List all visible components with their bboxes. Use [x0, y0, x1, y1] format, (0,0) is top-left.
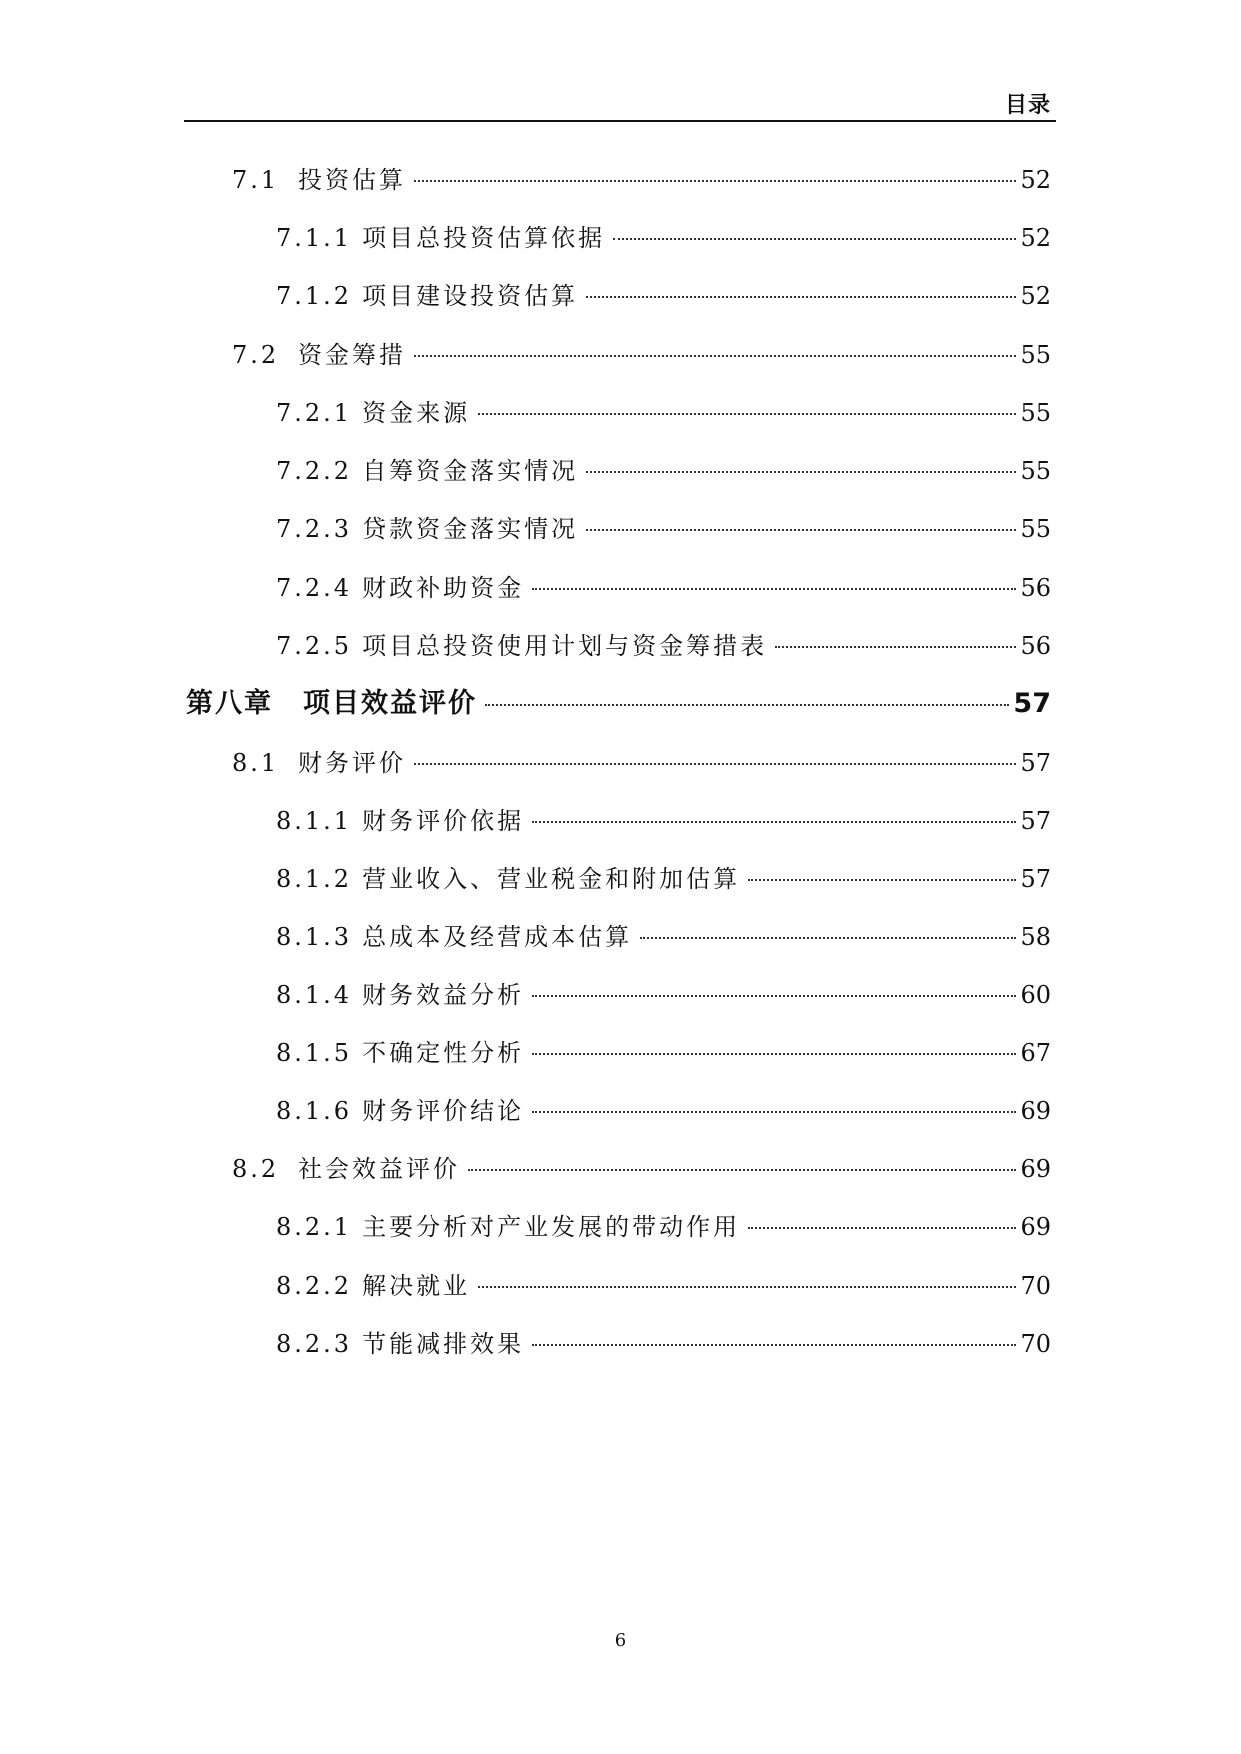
toc-dot-leader [748, 1227, 1016, 1229]
toc-entry-page: 60 [1020, 981, 1051, 1009]
toc-entry[interactable] [276, 568, 1051, 608]
toc-dot-leader [532, 588, 1016, 590]
toc-entry-page: 56 [1020, 574, 1051, 602]
toc-entry-number: 7.2.3 [276, 515, 353, 543]
toc-dot-leader [775, 646, 1016, 648]
toc-dot-leader [478, 413, 1016, 415]
toc-dot-leader [414, 355, 1016, 357]
toc-dot-leader [532, 995, 1016, 997]
toc-entry-number: 8.1.1 [276, 807, 353, 835]
toc-entry-number: 第八章 [186, 688, 273, 719]
toc-entry-title: 主要分析对产业发展的带动作用 [362, 1213, 741, 1241]
toc-dot-leader [586, 296, 1016, 298]
toc-entry-page: 56 [1020, 632, 1051, 660]
toc-entry-number: 8.1.3 [276, 923, 353, 951]
toc-entry[interactable] [232, 160, 1051, 200]
toc-dot-leader [640, 937, 1016, 939]
toc-entry-number: 7.2.4 [276, 574, 353, 602]
toc-entry-page: 57 [1020, 865, 1051, 893]
toc-entry-number: 8.2.1 [276, 1213, 353, 1241]
toc-dot-leader [468, 1169, 1016, 1171]
toc-entry-title: 财务评价依据 [362, 807, 525, 835]
header-rule [184, 120, 1056, 122]
toc-entry-page: 69 [1020, 1155, 1051, 1183]
toc-entry[interactable] [276, 1091, 1051, 1131]
toc-entry-title: 资金筹措 [298, 341, 406, 369]
toc-entry-title: 贷款资金落实情况 [362, 515, 579, 543]
toc-entry-number: 7.1.1 [276, 224, 353, 252]
toc-entry-title: 总成本及经营成本估算 [362, 923, 633, 951]
toc-entry-title: 项目总投资估算依据 [362, 224, 606, 252]
toc-entry-page: 55 [1020, 457, 1051, 485]
toc-entry[interactable] [232, 335, 1051, 375]
toc-entry-page: 58 [1020, 923, 1051, 951]
toc-entry[interactable] [276, 276, 1051, 316]
toc-entry[interactable] [232, 1149, 1051, 1189]
toc-entry-title: 节能减排效果 [362, 1330, 525, 1358]
toc-entry-page: 55 [1020, 515, 1051, 543]
toc-dot-leader [586, 471, 1016, 473]
toc-entry[interactable] [276, 859, 1051, 899]
toc-entry-title: 财务评价 [298, 749, 406, 777]
header-label: 目录 [1004, 93, 1051, 118]
toc-dot-leader [613, 238, 1016, 240]
toc-dot-leader [414, 763, 1016, 765]
toc-entry-page: 57 [1020, 749, 1051, 777]
toc-entry-number: 7.2 [232, 341, 280, 369]
toc-entry[interactable] [276, 451, 1051, 491]
toc-entry-title: 财政补助资金 [362, 574, 525, 602]
toc-dot-leader [586, 529, 1016, 531]
toc-entry[interactable] [276, 509, 1051, 549]
toc-entry[interactable] [232, 743, 1051, 783]
toc-entry-title: 投资估算 [298, 166, 406, 194]
toc-entry[interactable] [276, 626, 1051, 666]
toc-entry-number: 7.2.5 [276, 632, 353, 660]
toc-entry-title: 项目建设投资估算 [362, 282, 579, 310]
toc-entry-title: 社会效益评价 [298, 1155, 460, 1183]
toc-entry-number: 8.1 [232, 749, 280, 777]
toc-entry-number: 8.1.2 [276, 865, 353, 893]
toc-entry-number: 8.1.4 [276, 981, 353, 1009]
toc-entry[interactable] [276, 1033, 1051, 1073]
toc-entry-page: 69 [1020, 1213, 1051, 1241]
toc-entry[interactable] [276, 1324, 1051, 1364]
toc-entry[interactable] [276, 975, 1051, 1015]
toc-dot-leader [414, 180, 1016, 182]
toc-dot-leader [478, 1286, 1016, 1288]
toc-entry-number: 8.1.6 [276, 1097, 353, 1125]
toc-dot-leader [532, 821, 1016, 823]
toc-entry-title: 自筹资金落实情况 [362, 457, 579, 485]
toc-entry-page: 57 [1013, 688, 1051, 719]
toc-entry-number: 7.1 [232, 166, 280, 194]
toc-entry-number: 8.1.5 [276, 1039, 353, 1067]
toc-entry-page: 67 [1020, 1039, 1051, 1067]
toc-entry-page: 52 [1020, 166, 1051, 194]
toc-dot-leader [532, 1344, 1016, 1346]
toc-entry-title: 解决就业 [362, 1272, 471, 1300]
toc-entry-title: 项目效益评价 [303, 688, 477, 719]
toc-entry-page: 55 [1020, 341, 1051, 369]
toc-dot-leader [532, 1111, 1016, 1113]
toc-entry-page: 70 [1020, 1330, 1051, 1358]
toc-chapter-entry[interactable] [186, 684, 1051, 724]
toc-entry[interactable] [276, 393, 1051, 433]
toc-entry-number: 8.2.3 [276, 1330, 353, 1358]
toc-entry-title: 财务效益分析 [362, 981, 525, 1009]
toc-entry-title: 资金来源 [362, 399, 471, 427]
toc-entry[interactable] [276, 917, 1051, 957]
toc-entry-title: 项目总投资使用计划与资金筹措表 [362, 632, 768, 660]
toc-entry-number: 7.1.2 [276, 282, 353, 310]
toc-entry[interactable] [276, 1266, 1051, 1306]
toc-entry-number: 7.2.1 [276, 399, 353, 427]
toc-entry-page: 52 [1020, 282, 1051, 310]
toc-entry[interactable] [276, 1207, 1051, 1247]
toc-entry-title: 财务评价结论 [362, 1097, 525, 1125]
toc-dot-leader [532, 1053, 1016, 1055]
toc-entry-number: 8.2 [232, 1155, 280, 1183]
page-number: 6 [614, 1630, 627, 1651]
toc-entry-page: 70 [1020, 1272, 1051, 1300]
toc-entry-page: 55 [1020, 399, 1051, 427]
toc-entry-title: 不确定性分析 [362, 1039, 525, 1067]
toc-entry[interactable] [276, 218, 1051, 258]
toc-entry-number: 7.2.2 [276, 457, 353, 485]
toc-entry-page: 52 [1020, 224, 1051, 252]
toc-dot-leader [485, 704, 1009, 706]
toc-entry-page: 69 [1020, 1097, 1051, 1125]
toc-entry-page: 57 [1020, 807, 1051, 835]
toc-dot-leader [748, 879, 1016, 881]
toc-entry[interactable] [276, 801, 1051, 841]
toc-entry-number: 8.2.2 [276, 1272, 353, 1300]
toc-entry-title: 营业收入、营业税金和附加估算 [362, 865, 741, 893]
